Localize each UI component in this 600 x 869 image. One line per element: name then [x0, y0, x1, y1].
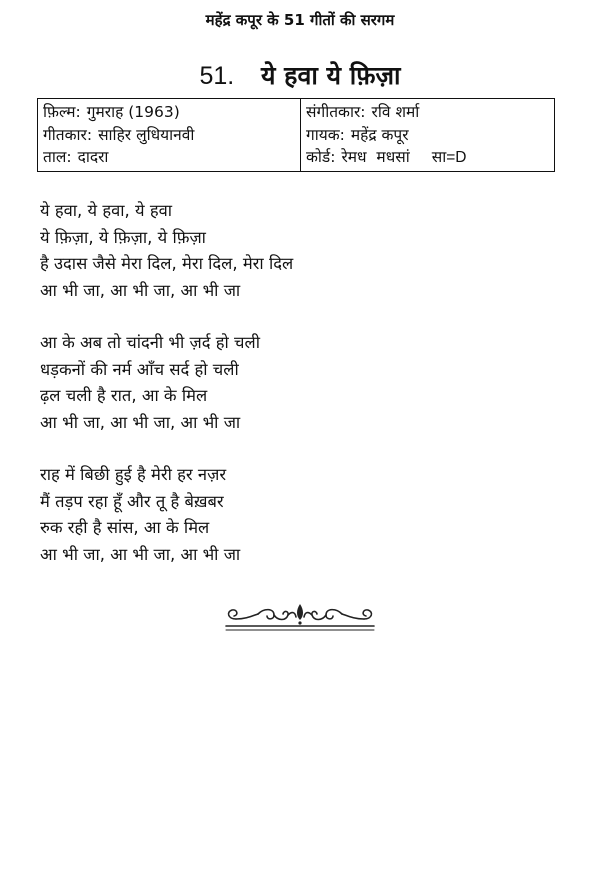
chord-value: रेमध मधसां [341, 148, 410, 166]
taal-row [43, 146, 296, 169]
composer-value: रवि शर्मा [371, 103, 420, 121]
singer-value: महेंद्र कपूर [350, 125, 409, 144]
lyric-line: रुक रही है सांस, आ के मिल [40, 518, 210, 537]
taal-value: दादरा [77, 148, 109, 166]
lyricist-value: साहिर लुधियानवी [98, 125, 195, 144]
lyricist-label: गीतकार: [43, 125, 93, 144]
song-title-text: ये हवा ये फ़िज़ा [260, 61, 401, 90]
lyric-line: ये हवा, ये हवा, ये हवा [40, 201, 173, 220]
song-info-table [37, 98, 555, 172]
info-column-right [301, 99, 554, 171]
song-number: 51. [199, 62, 235, 90]
composer-label: संगीतकार: [306, 103, 366, 121]
lyric-line: आ भी जा, आ भी जा, आ भी जा [40, 544, 241, 564]
lyric-line: आ भी जा, आ भी जा, आ भी जा [40, 280, 241, 300]
song-title [0, 58, 600, 92]
film-label: फ़िल्म: [43, 103, 81, 121]
lyric-line: आ भी जा, आ भी जा, आ भी जा [40, 412, 241, 432]
lyric-line: ये फ़िज़ा, ये फ़िज़ा, ये फ़िज़ा [40, 227, 206, 247]
taal-label: ताल: [43, 148, 72, 166]
lyricist-row [43, 124, 296, 147]
lyrics [40, 198, 560, 594]
lyric-line: आ के अब तो चांदनी भी ज़र्द हो चली [40, 333, 260, 352]
stanza-1 [40, 198, 560, 304]
chord-row [306, 146, 550, 170]
film-row [43, 101, 296, 124]
lyric-line: मैं तड़प रहा हूँ और तू है बेख़बर [40, 491, 224, 511]
scroll-flourish-icon [222, 598, 378, 636]
lyric-line: ढ़ल चली है रात, आ के मिल [40, 386, 208, 405]
running-header: महेंद्र कपूर के 51 गीतों की सरगम [205, 11, 395, 29]
lyric-line: धड़कनों की नर्म आँच सर्द हो चली [40, 359, 239, 379]
singer-row [306, 124, 550, 147]
chord-key: सा=D [431, 149, 467, 166]
lyric-line: है उदास जैसे मेरा दिल, मेरा दिल, मेरा दिल [40, 254, 294, 273]
film-value: गुमराह (1963) [86, 103, 180, 121]
lyric-line: राह में बिछी हुई है मेरी हर नज़र [40, 465, 227, 484]
info-column-left [38, 99, 301, 171]
singer-label: गायक: [306, 125, 345, 144]
composer-row [306, 101, 550, 124]
stanza-3 [40, 462, 560, 568]
stanza-2 [40, 330, 560, 436]
chord-label: कोर्ड: [306, 148, 336, 166]
